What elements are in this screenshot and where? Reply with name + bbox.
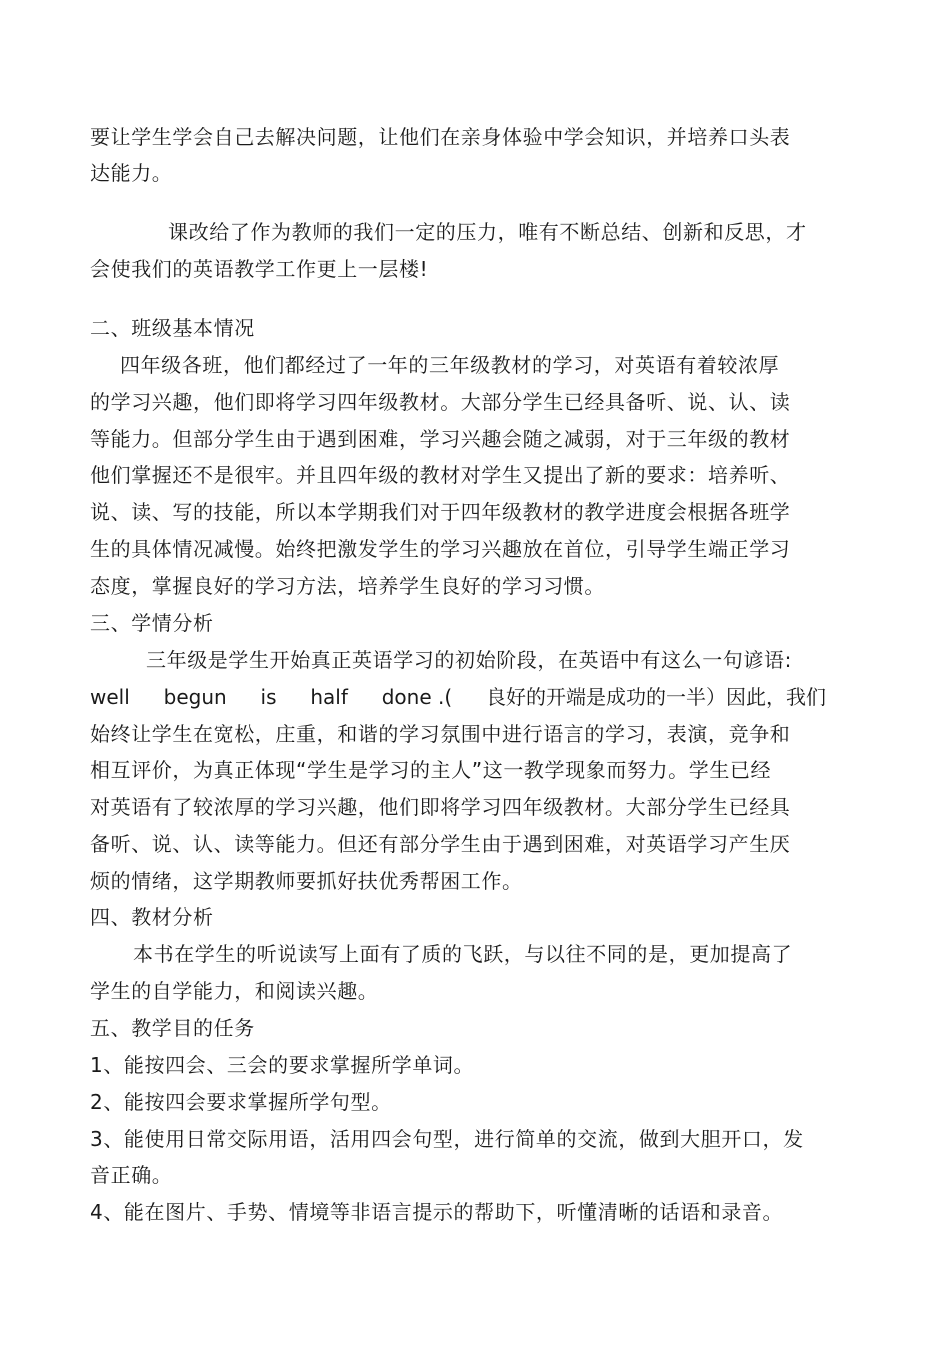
paragraph-line: 等能力。但部分学生由于遇到困难，学习兴趣会随之减弱，对于三年级的教材 <box>90 427 791 451</box>
paragraph-line: 生的具体情况减慢。始终把激发学生的学习兴趣放在首位，引导学生端正学习 <box>90 537 791 561</box>
proverb-word: done .( <box>381 685 453 709</box>
paragraph-line: 学生的自学能力，和阅读兴趣。 <box>90 979 379 1003</box>
list-item: 2、能按四会要求掌握所学句型。 <box>90 1090 392 1114</box>
list-item: 3、能使用日常交际用语，活用四会句型，进行简单的交流，做到大胆开口，发 <box>90 1127 804 1151</box>
paragraph-line: 达能力。 <box>90 161 173 185</box>
paragraph-line: 说、读、写的技能，所以本学期我们对于四年级教材的教学进度会根据各班学 <box>90 500 791 524</box>
paragraph-line: 备听、说、认、读等能力。但还有部分学生由于遇到困难，对英语学习产生厌 <box>90 832 791 856</box>
proverb-word: well <box>90 685 130 709</box>
paragraph-line: 他们掌握还不是很牢。并且四年级的教材对学生又提出了新的要求：培养听、 <box>90 463 791 487</box>
section-heading: 五、教学目的任务 <box>90 1016 255 1040</box>
proverb-translation: 良好的开端是成功的一半）因此，我们 <box>486 685 826 709</box>
section-heading: 四、教材分析 <box>90 905 214 929</box>
paragraph-line: 课改给了作为教师的我们一定的压力，唯有不断总结、创新和反思，才 <box>168 220 807 244</box>
section-heading: 三、学情分析 <box>90 611 214 635</box>
paragraph-line: 态度，掌握良好的学习方法，培养学生良好的学习习惯。 <box>90 574 605 598</box>
proverb-word: begun <box>163 685 227 709</box>
paragraph-line: 要让学生学会自己去解决问题，让他们在亲身体验中学会知识，并培养口头表 <box>90 125 791 149</box>
proverb-word: is <box>260 685 277 709</box>
proverb-word: half <box>310 685 348 709</box>
paragraph-line: 三年级是学生开始真正英语学习的初始阶段，在英语中有这么一句谚语: <box>146 648 792 672</box>
paragraph-line: 会使我们的英语教学工作更上一层楼! <box>90 257 429 281</box>
proverb-line <box>90 682 826 712</box>
paragraph-line: 四年级各班，他们都经过了一年的三年级教材的学习，对英语有着较浓厚 <box>120 353 780 377</box>
paragraph-line: 相互评价，为真正体现“学生是学习的主人”这一教学现象而努力。学生已经 <box>90 758 772 782</box>
paragraph-line: 的学习兴趣，他们即将学习四年级教材。大部分学生已经具备听、说、认、读 <box>90 390 791 414</box>
list-item: 音正确。 <box>90 1163 173 1187</box>
paragraph-line: 本书在学生的听说读写上面有了质的飞跃，与以往不同的是，更加提高了 <box>133 942 793 966</box>
list-item: 4、能在图片、手势、情境等非语言提示的帮助下，听懂清晰的话语和录音。 <box>90 1200 784 1224</box>
paragraph-line: 始终让学生在宽松，庄重，和谐的学习氛围中进行语言的学习，表演，竞争和 <box>90 722 791 746</box>
paragraph-line: 烦的情绪，这学期教师要抓好扶优秀帮困工作。 <box>90 869 523 893</box>
paragraph-line: 对英语有了较浓厚的学习兴趣，他们即将学习四年级教材。大部分学生已经具 <box>90 795 791 819</box>
section-heading: 二、班级基本情况 <box>90 316 255 340</box>
list-item: 1、能按四会、三会的要求掌握所学单词。 <box>90 1053 475 1077</box>
